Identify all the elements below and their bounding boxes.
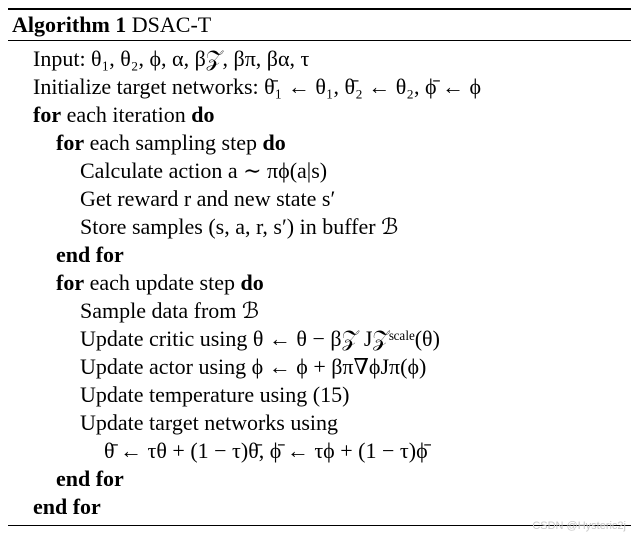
- keyword: do: [240, 270, 264, 295]
- algorithm-line: [8, 325, 631, 353]
- algorithm-label: Algorithm 1: [12, 12, 127, 37]
- line-text: Update critic using θ ← θ − β𝒵 J𝒵ˢᶜᵃˡᵉ(θ): [80, 326, 440, 351]
- line-text: Update target networks using: [80, 410, 339, 435]
- algorithm-line: [8, 241, 631, 269]
- algorithm-line: [8, 269, 631, 297]
- line-text: θ̄ ← τθ + (1 − τ)θ̄, ϕ̄ ← τϕ + (1 − τ)ϕ̄: [104, 438, 428, 463]
- keyword: for: [56, 270, 85, 295]
- algorithm-line: [8, 493, 631, 521]
- algorithm-block: [8, 8, 631, 521]
- algorithm-line: [8, 157, 631, 185]
- keyword: for: [33, 102, 62, 127]
- algorithm-line: [8, 213, 631, 241]
- algorithm-line: [8, 297, 631, 325]
- algorithm-name: DSAC-T: [126, 12, 212, 37]
- line-text: each sampling step: [84, 130, 263, 155]
- line-text: Update actor using ϕ ← ϕ + βπ∇ϕJπ(ϕ): [80, 354, 427, 379]
- line-text: Update temperature using (15): [80, 382, 350, 407]
- algorithm-line: [8, 465, 631, 493]
- algorithm-line: [8, 129, 631, 157]
- keyword: end for: [33, 494, 101, 519]
- keyword: do: [262, 130, 286, 155]
- line-text: each iteration: [61, 102, 192, 127]
- algorithm-line: [8, 353, 631, 381]
- algorithm-line: [8, 409, 631, 437]
- line-text: Get reward r and new state s′: [80, 186, 336, 211]
- line-text: Sample data from ℬ: [80, 298, 260, 323]
- line-text: Initialize target networks: θ̄₁ ← θ₁, θ̄₂ ← θ₂, ϕ̄ ← ϕ: [33, 74, 482, 99]
- line-text: each update step: [84, 270, 241, 295]
- keyword: end for: [56, 466, 124, 491]
- algorithm-lines: [8, 41, 631, 521]
- algorithm-line: [8, 185, 631, 213]
- line-text: Calculate action a ∼ πϕ(a|s): [80, 158, 328, 183]
- algorithm-line: [8, 73, 631, 101]
- keyword: end for: [56, 242, 124, 267]
- keyword: do: [191, 102, 215, 127]
- algorithm-line: [8, 437, 631, 465]
- algorithm-title: [8, 10, 631, 40]
- line-text: Input: θ₁, θ₂, ϕ, α, β𝒵, βπ, βα, τ: [33, 46, 310, 71]
- line-text: Store samples (s, a, r, s′) in buffer ℬ: [80, 214, 399, 239]
- algorithm-line: [8, 45, 631, 73]
- watermark: CSDN @Hysteric2j: [532, 520, 626, 532]
- algorithm-line: [8, 381, 631, 409]
- keyword: for: [56, 130, 85, 155]
- algorithm-line: [8, 101, 631, 129]
